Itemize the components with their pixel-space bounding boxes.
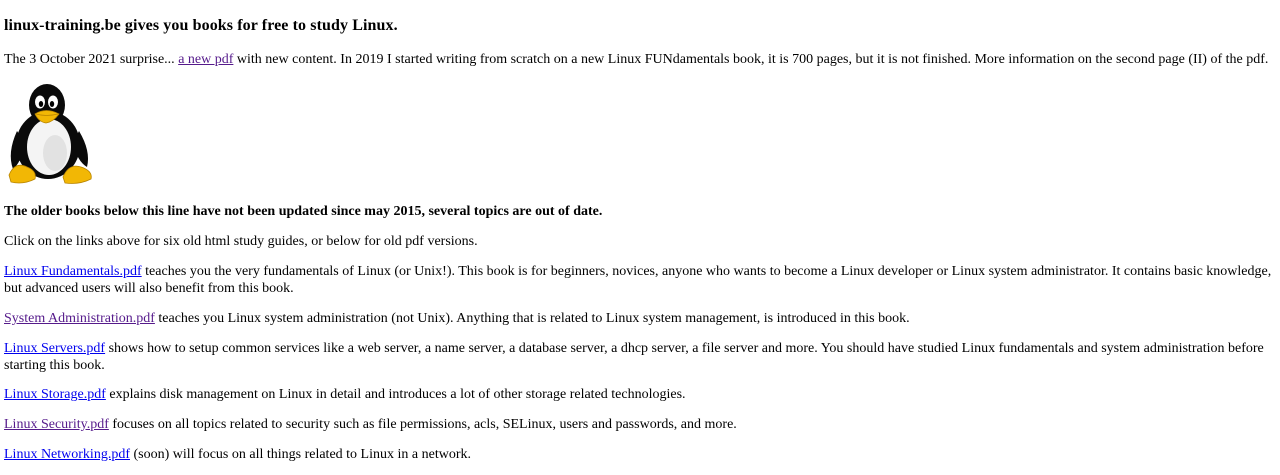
click-hint: Click on the links above for six old html study guides, or below for old pdf versions. [4,234,478,249]
new-pdf-link[interactable]: a new pdf [178,52,234,67]
book-linux-fundamentals [4,263,1276,297]
linux-servers-link[interactable]: Linux Servers.pdf [4,341,106,356]
book-description: explains disk management on Linux in detail and introduces a lot of other storage related technologies. [105,387,686,402]
intro-paragraph [4,51,1276,68]
book-description: shows how to setup common services like a web server, a name server, a database server, a dhcp server, a file server and more. You should have studied Linux fundamentals and system administration before starting this book. [4,341,1264,373]
book-description: (soon) will focus on all things related to Linux in a network. [129,447,471,462]
book-linux-networking [4,446,1276,463]
book-linux-storage [4,386,1276,403]
linux-security-link[interactable]: Linux Security.pdf [4,417,109,432]
system-administration-link[interactable]: System Administration.pdf [4,311,155,326]
book-description: focuses on all topics related to security such as file permissions, acls, SELinux, users and passwords, and more. [108,417,737,432]
book-description: teaches you the very fundamentals of Linux (or Unix!). This book is for beginners, novices, anyone who wants to become a Linux developer or Linux system administrator. It contains basic knowledge, but advanced users will also benefit from this book. [4,264,1272,296]
book-linux-servers [4,340,1276,374]
page-title: linux-training.be gives you books for free to study Linux. [4,17,398,34]
intro-text-after: with new content. In 2019 I started writing from scratch on a new Linux FUNdamentals book, it is 700 pages, but it is not finished. More information on the second page (II) of the pdf. [233,52,1269,67]
book-system-administration [4,310,1276,327]
book-linux-security [4,416,1276,433]
book-description: teaches you Linux system administration (not Unix). Anything that is related to Linux system management, is introduced in this book. [154,311,910,326]
linux-networking-link[interactable]: Linux Networking.pdf [4,447,130,462]
intro-text-before: The 3 October 2021 surprise... [4,52,179,67]
outdated-notice: The older books below this line have not been updated since may 2015, several topics are out of date. [4,204,603,219]
tux-penguin-icon [5,83,93,185]
linux-fundamentals-link[interactable]: Linux Fundamentals.pdf [4,264,142,279]
linux-storage-link[interactable]: Linux Storage.pdf [4,387,106,402]
